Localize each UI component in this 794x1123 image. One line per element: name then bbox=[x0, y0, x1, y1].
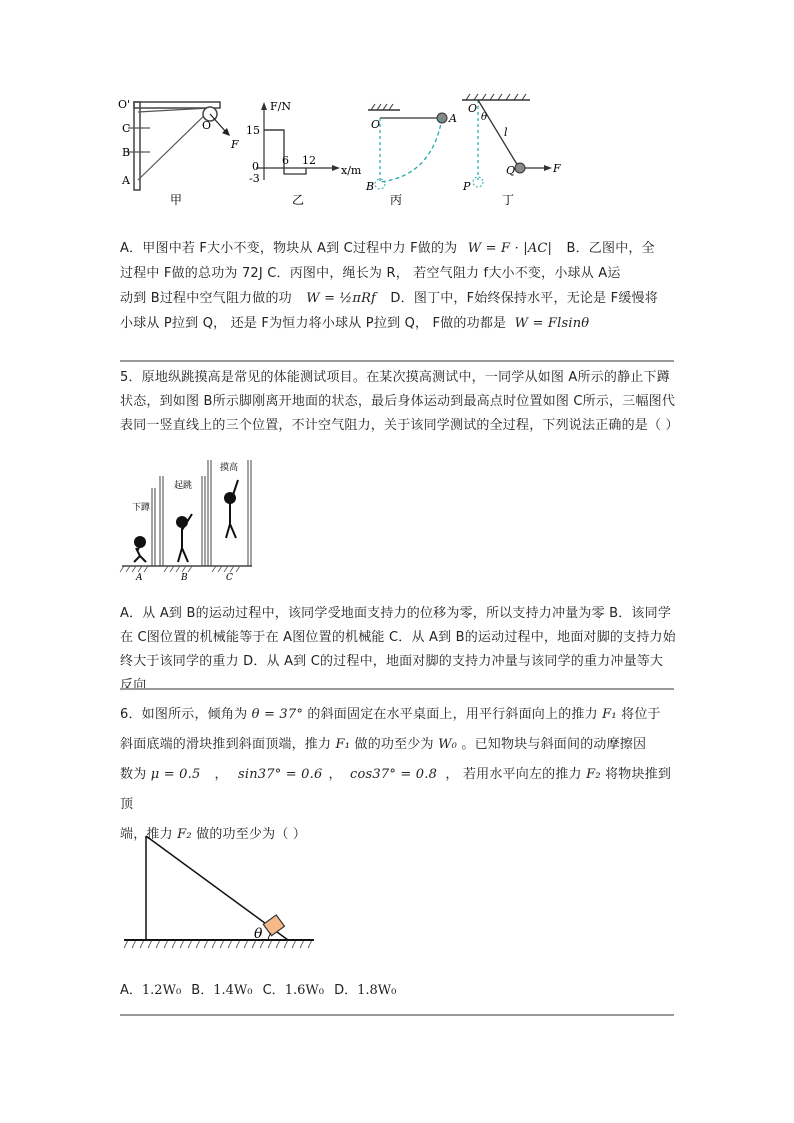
q6-f2: F₂ bbox=[586, 767, 601, 782]
divider-3 bbox=[120, 1014, 674, 1016]
q5-fig-label-b: B bbox=[181, 573, 188, 582]
ding-caption: 丁 bbox=[502, 193, 515, 207]
yi-caption: 乙 bbox=[292, 193, 305, 207]
q5-options: A．从 A到 B的运动过程中，该同学受地面支持力的位移为零，所以支持力冲量为零 B．该同学在 C图位置的机械能等于在 A图位置的机械能 C．从 A到 B的运动过程中，地面对脚的支持力始终大于该同学的重力 D．从 A到 C的过程中，地面对脚的支持力冲量与该同学的重力冲量等大反向 bbox=[120, 606, 676, 693]
q4-line1-tail: B．乙图中，全 bbox=[566, 241, 655, 256]
q6-text-10: 端，推力 bbox=[120, 827, 173, 842]
q4-line-4 bbox=[120, 311, 676, 336]
q6-line-1 bbox=[120, 700, 676, 730]
q5-stem: 5．原地纵跳摸高是常见的体能测试项目。在某次摸高测试中，一同学从如图 A所示的静止下蹲状态，到如图 B所示脚刚离开地面的状态，最后身体运动到最高点时位置如图 C所示，三幅图代表同一竖直线上的三个位置，不计空气阻力，关于该同学测试的全过程，下列说法正确的是（ ） bbox=[120, 370, 679, 433]
q4-formula-a: W = F · |AC| bbox=[467, 241, 553, 256]
bing-label-b: B bbox=[366, 180, 375, 193]
q4-line-1 bbox=[120, 236, 676, 261]
q6-text-7: 数为 bbox=[120, 767, 147, 782]
q6-incline-figure bbox=[118, 832, 318, 956]
q6-line-3: 数为 μ = 0.5 ， sin37° = 0.6 ， cos37° = 0.8 ， 若用水平向左的推力 F₂ 将物块推到顶 bbox=[120, 767, 672, 812]
ding-label-f: F bbox=[553, 162, 561, 175]
q6-fig-theta: θ bbox=[254, 926, 263, 942]
q4-line3-tail: D．图丁中，F始终保持水平，无论是 F缓慢将 bbox=[390, 291, 658, 306]
q5-fig-label-c: C bbox=[226, 573, 233, 582]
ding-label-p: P bbox=[463, 180, 471, 193]
jia-label-c: C bbox=[122, 122, 131, 135]
q6-option-b-value: 1.4W₀ bbox=[213, 983, 253, 998]
q6-cos: cos37° = 0.8 bbox=[350, 767, 438, 782]
q4-options bbox=[120, 236, 676, 336]
q6-option-a-letter: A． bbox=[120, 983, 142, 998]
q4-line3-text: 动到 B过程中空气阻力做的功 bbox=[120, 291, 292, 306]
jia-label-a: A bbox=[122, 174, 130, 187]
q6-text-1: 6．如图所示，倾角为 bbox=[120, 707, 248, 722]
figure-bing bbox=[365, 104, 457, 207]
jia-label-o: O bbox=[202, 119, 212, 132]
yi-tick-12: 12 bbox=[302, 154, 316, 167]
q6-option-d-letter: D． bbox=[334, 983, 358, 998]
q6-f1: F₁ bbox=[602, 707, 617, 722]
ding-label-l: l bbox=[504, 126, 508, 139]
figure-jia bbox=[118, 98, 239, 207]
q6-f2-2: F₂ bbox=[177, 827, 192, 842]
q5-fig-label-a: A bbox=[136, 573, 143, 582]
q6-text-11: 做的功至少为（ ） bbox=[196, 827, 307, 842]
q4-line1-text: A．甲图中若 F大小不变，物块从 A到 C过程中力 F做的为 bbox=[120, 241, 458, 256]
q5-figure bbox=[118, 458, 254, 582]
yi-tick-0: 0 bbox=[252, 160, 259, 173]
jia-label-o-prime: O' bbox=[118, 98, 131, 111]
q6-text-5: 做的功至少为 bbox=[354, 737, 434, 752]
q5-fig-label-jump: 起跳 bbox=[174, 481, 193, 491]
divider-1 bbox=[120, 360, 674, 362]
ding-label-q: Q bbox=[506, 164, 516, 177]
q4-line-2: 过程中 F做的总功为 72J C．丙图中，绳长为 R， 若空气阻力 f大小不变，小球从 A运 bbox=[120, 266, 621, 281]
yi-y-axis-label: F/N bbox=[270, 100, 291, 113]
q6-options bbox=[120, 978, 396, 1004]
q6-stem bbox=[120, 700, 676, 850]
q4-formula-d: W = Flsinθ bbox=[514, 316, 590, 331]
yi-tick-neg3: -3 bbox=[249, 172, 260, 185]
q6-line-2 bbox=[120, 730, 676, 760]
q6-f1-2: F₁ bbox=[335, 737, 351, 752]
yi-x-axis-label: x/m bbox=[341, 164, 362, 177]
q6-option-c-value: 1.6W₀ bbox=[284, 983, 324, 998]
q6-text-6: 。已知物块与斜面间的动摩擦因 bbox=[461, 737, 647, 752]
yi-tick-15: 15 bbox=[246, 124, 260, 137]
figures-top bbox=[110, 92, 570, 217]
bing-label-a: A bbox=[449, 112, 457, 125]
divider-2 bbox=[120, 688, 674, 690]
q6-mu: μ = 0.5 bbox=[150, 767, 201, 782]
bing-label-o: O bbox=[371, 118, 381, 131]
q6-option-d-value: 1.8W₀ bbox=[357, 983, 397, 998]
q5-fig-label-crouch: 下蹲 bbox=[132, 503, 151, 513]
q4-line4-text: 小球从 P拉到 Q， 还是 F为恒力将小球从 P拉到 Q， F做的功都是 bbox=[120, 316, 507, 331]
ding-label-o: O bbox=[468, 102, 478, 115]
bing-caption: 丙 bbox=[390, 193, 403, 207]
q6-option-b-letter: B． bbox=[191, 983, 214, 998]
q6-theta-eq: θ = 37° bbox=[251, 707, 304, 722]
q6-text-4: 斜面底端的滑块推到斜面顶端，推力 bbox=[120, 737, 332, 752]
q6-text-3: 将位于 bbox=[621, 707, 661, 722]
q6-sin: sin37° = 0.6 bbox=[237, 767, 323, 782]
q6-w0: W₀ bbox=[438, 737, 458, 752]
jia-label-b: B bbox=[122, 146, 131, 159]
yi-tick-6: 6 bbox=[282, 154, 289, 167]
q6-text-8: ， 若用水平向左的推力 bbox=[445, 767, 582, 782]
q6-text-9: 将物块推到顶 bbox=[120, 767, 672, 812]
figure-ding bbox=[462, 94, 561, 207]
figure-yi bbox=[246, 100, 362, 207]
ding-label-theta: θ bbox=[481, 112, 488, 123]
jia-caption: 甲 bbox=[170, 193, 183, 207]
q4-formula-c: W = ½πRf bbox=[306, 291, 377, 306]
q6-text-2: 的斜面固定在水平桌面上，用平行斜面向上的推力 bbox=[307, 707, 598, 722]
q5-fig-label-reach: 摸高 bbox=[220, 463, 239, 473]
jia-label-f: F bbox=[231, 138, 239, 151]
q6-option-c-letter: C． bbox=[262, 983, 285, 998]
q4-line-3 bbox=[120, 286, 676, 311]
q6-option-a-value: 1.2W₀ bbox=[141, 983, 182, 998]
